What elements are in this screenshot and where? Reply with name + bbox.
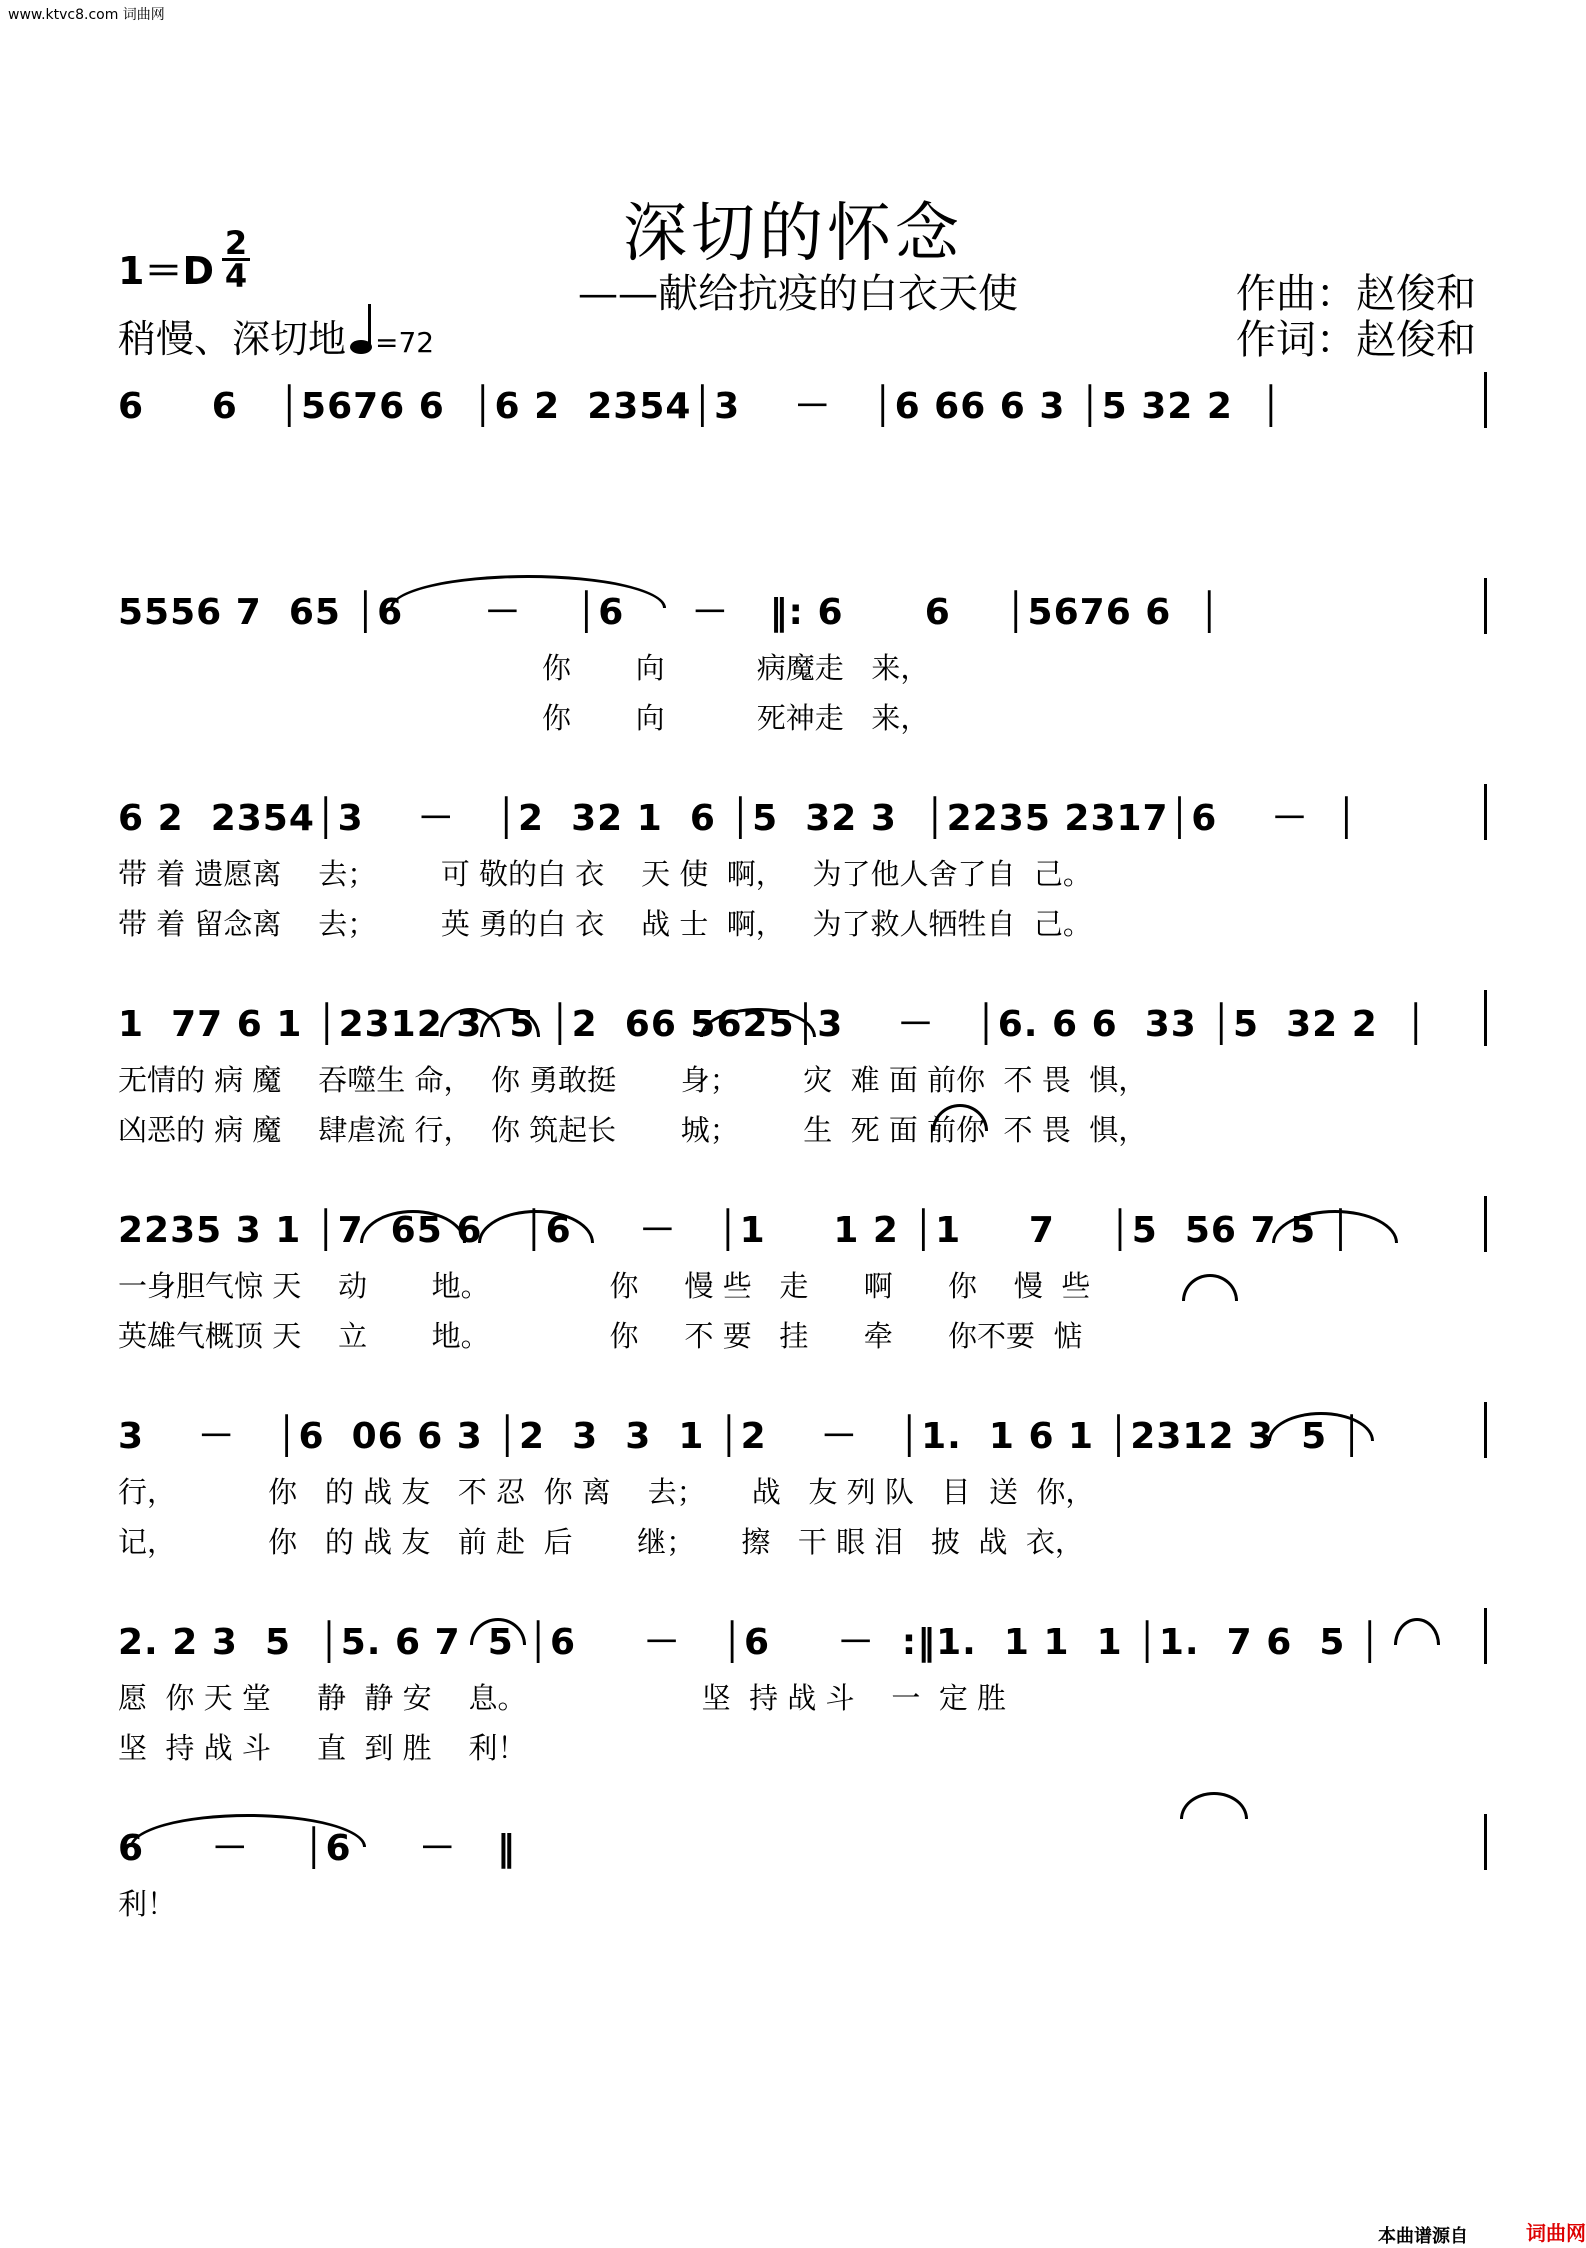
notes-line: 6 2 2354│3 － │2 32 1 6 │5 32 3 │2235 2317│6 － │ [118, 798, 1359, 839]
notes-line: 2. 2 3 5 │5. 6 7 5 │6 － │6 － :‖1. 1 1 1 │1. 7 6 5 │ [118, 1622, 1382, 1663]
lyric-verse-2: 坚 持 战 斗 直 到 胜 利！ [118, 1731, 527, 1765]
barline-end [1484, 784, 1487, 840]
barline-end [1484, 1196, 1487, 1252]
barline-end [1484, 1402, 1487, 1458]
notes-line: 5556 7 65 │6 － │6 － ‖: 6 6 │5676 6 │ [118, 592, 1222, 633]
notes-line: 2235 3 1 │7 65 6 │6 － │1 1 2 │1 7 │5 56 7 5 │ [118, 1210, 1353, 1251]
lyric-verse-2: 英雄气概顶 天 立 地。 你 不 要 挂 牵 你不要 惦 [118, 1319, 1083, 1353]
song-subtitle: ——献给抗疫的白衣天使 [578, 271, 1018, 317]
time-signature [222, 224, 250, 295]
lyric-verse-1: 无情的 病 魔 吞噬生 命， 你 勇敢挺 身； 灾 难 面 前你 不 畏 惧， [118, 1063, 1148, 1097]
barline-end [1484, 578, 1487, 634]
tie-slur [1182, 1274, 1238, 1301]
barline-end [1484, 1608, 1487, 1664]
tempo-bpm: =72 [375, 326, 435, 359]
lyric-verse-1: 你 向 病魔走 来， [118, 651, 930, 685]
site-watermark: www.ktvc8.com 词曲网 [8, 7, 165, 23]
footer-source: 本曲谱源自 [1378, 2226, 1468, 2247]
lyric-verse-2: 记， 你 的 战 友 前 赴 后 继； 擦 干 眼 泪 披 战 衣， [118, 1525, 1084, 1559]
note-stem [368, 304, 371, 348]
notes-line: 1 77 6 1 │2312 3 5 │2 66 5625│3 － │6. 6 6 33 │5 32 2 │ [118, 1004, 1428, 1045]
tie-slur [130, 1814, 366, 1847]
lyric-verse-1: 行， 你 的 战 友 不 忍 你 离 去； 战 友 列 队 目 送 你， [118, 1475, 1095, 1509]
barline-end [1484, 1814, 1487, 1870]
lyric-verse-1: 带 着 遗愿离 去； 可 敬的白 衣 天 使 啊， 为了他人舍了自 己。 [118, 857, 1092, 891]
meter-top: 2 [224, 224, 248, 262]
notes-line: 6 6 │5676 6 │6 2 2354│3 － │6 66 6 3 │5 32 2 │ [118, 386, 1283, 427]
lyric-verse-2: 你 向 死神走 来， [118, 701, 930, 735]
lyric-verse-2: 凶恶的 病 魔 肆虐流 行， 你 筑起长 城； 生 死 面 前你 不 畏 惧， [118, 1113, 1148, 1147]
notes-line: 6 － │6 － ‖ [118, 1828, 516, 1869]
barline-end [1484, 372, 1487, 428]
footer-logo: 词曲网 [1526, 2221, 1586, 2245]
meter-bottom: 4 [224, 257, 248, 295]
lyricist-credit: 作词：赵俊和 [1236, 317, 1476, 363]
composer-credit: 作曲：赵俊和 [1236, 271, 1476, 317]
barline-end [1484, 990, 1487, 1046]
lyric-verse-1: 利！ [118, 1887, 177, 1921]
key-signature: 1＝D [118, 249, 214, 293]
tie-slur [390, 575, 666, 608]
tempo-text: 稍慢、深切地 [118, 317, 347, 361]
lyric-verse-1: 一身胆气惊 天 动 地。 你 慢 些 走 啊 你 慢 些 [118, 1269, 1091, 1303]
tie-slur [1394, 1618, 1440, 1645]
lyric-verse-2: 带 着 留念离 去； 英 勇的白 衣 战 士 啊， 为了救人牺牲自 己。 [118, 907, 1092, 941]
lyric-verse-1: 愿 你 天 堂 静 静 安 息。 坚 持 战 斗 一 定 胜 [118, 1681, 1007, 1715]
tempo-marking [118, 308, 434, 363]
song-title: 深切的怀念 [623, 197, 963, 271]
tie-slur [1180, 1792, 1248, 1819]
notes-line: 3 － │6 06 6 3 │2 3 3 1 │2 － │1. 1 6 1 │2312 3 5 │ [118, 1416, 1364, 1457]
